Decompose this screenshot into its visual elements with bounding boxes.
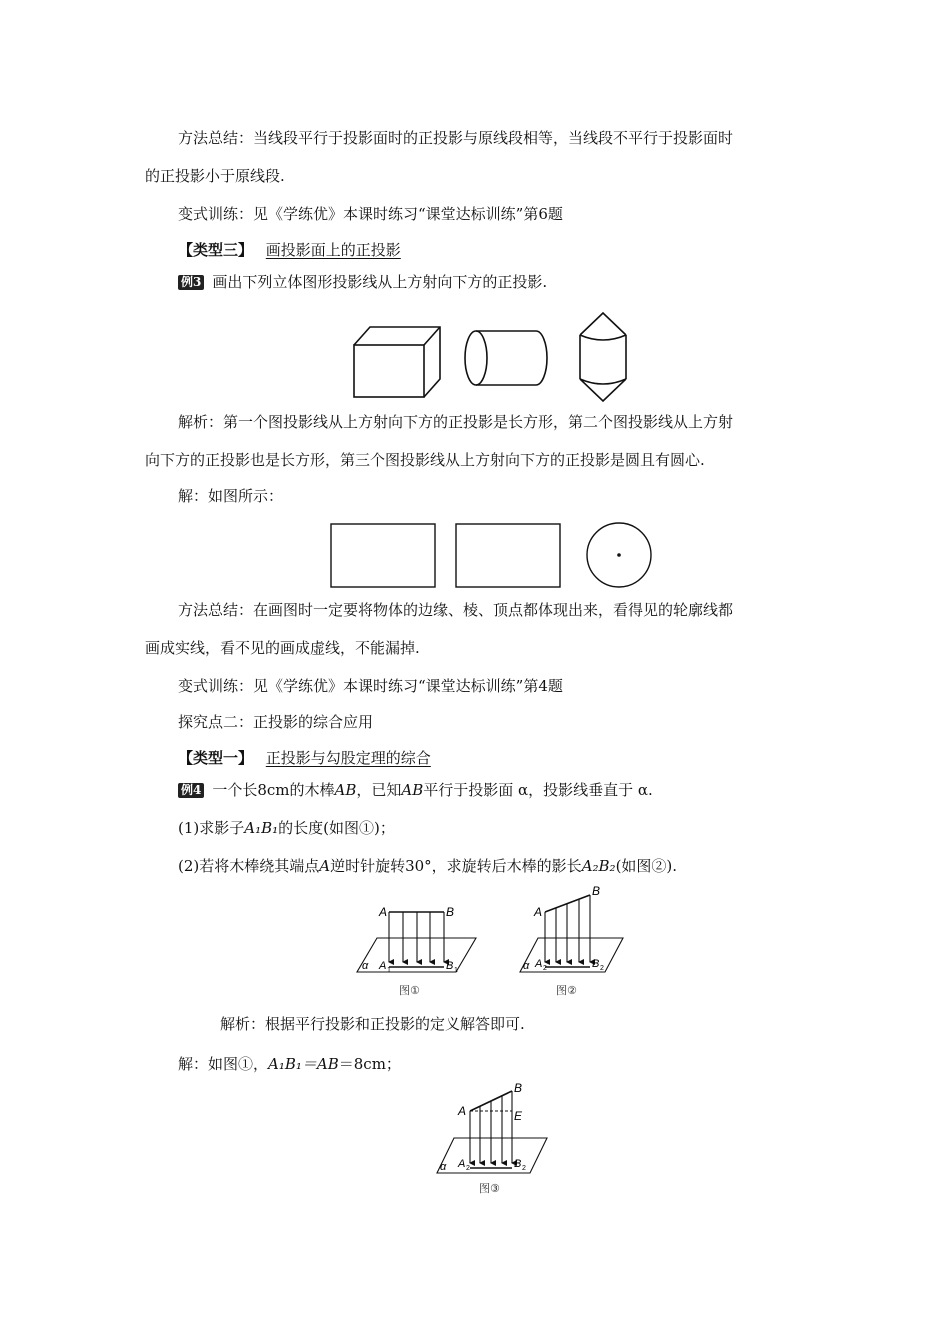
figure-3-caption: 图③ [479, 1182, 500, 1195]
example-3 [178, 272, 547, 292]
circle-center-dot [617, 553, 621, 557]
fig3-label-b2: B [514, 1158, 522, 1170]
solution-4-text-a: 解：如图①， [178, 1055, 269, 1073]
example-3-badge: 例3 [178, 275, 204, 290]
solid-figures-diagram [340, 305, 660, 410]
projection-figure-3 [430, 1080, 560, 1198]
method-summary-2b: 画成实线，看不见的画成虚线，不能漏掉. [145, 639, 420, 657]
cylinder-figure [465, 331, 547, 385]
solution-4 [178, 1054, 401, 1074]
example-4-var-ab-2: AB [401, 781, 424, 799]
fig3-label-b: B [514, 1081, 523, 1095]
fig2-label-b: B [592, 884, 601, 898]
question-2-text-c: (如图②). [615, 857, 678, 875]
method-summary-1a: 方法总结：当线段平行于投影面时的正投影与原线段相等，当线段不平行于投影面时 [178, 129, 734, 147]
double-cone-cylinder-figure [580, 313, 626, 401]
projection-answer-diagram [325, 518, 660, 593]
question-1 [178, 818, 395, 838]
fig1-sub-a1: 1 [387, 967, 391, 974]
fig3-label-a: A [458, 1104, 467, 1118]
fig2-sub-a2: 2 [543, 965, 547, 972]
question-1-text-b: 的长度(如图①)； [278, 819, 395, 837]
question-2 [178, 856, 677, 876]
fig1-label-a1: A [379, 960, 387, 972]
fig3-label-a2: A [458, 1158, 466, 1170]
fig3-sub-b2: 2 [522, 1165, 526, 1172]
example-4-text-b: ，已知 [356, 781, 402, 799]
example-4 [178, 780, 653, 800]
solution-3: 解：如图所示： [178, 487, 284, 505]
type-three-heading [178, 240, 401, 260]
fig1-label-a: A [379, 905, 388, 919]
explore-point-2: 探究点二：正投影的综合应用 [178, 713, 374, 731]
fig1-sub-b1: 1 [454, 967, 458, 974]
figure-1 [357, 912, 476, 972]
fig2-sub-b2: 2 [600, 965, 604, 972]
method-summary-1b: 的正投影小于原线段. [145, 167, 285, 185]
analysis-3a: 解析：第一个图投影线从上方射向下方的正投影是长方形，第二个图投影线从上方射 [178, 413, 734, 431]
variant-training-2: 变式训练：见《学练优》本课时练习“课堂达标训练”第4题 [178, 677, 563, 695]
question-2-var-a2b2: A₂B₂ [581, 857, 616, 875]
figure-1-caption: 图① [399, 984, 420, 997]
fig2-label-a2: A [535, 958, 543, 970]
fig2-label-alpha: α [523, 960, 530, 972]
question-2-var-a: A [319, 857, 331, 875]
question-2-text-a: (2)若将木棒绕其端点 [178, 857, 320, 875]
fig1-label-b: B [446, 905, 455, 919]
example-3-text: 画出下列立体图形投影线从上方射向下方的正投影. [212, 273, 548, 291]
solution-4-var: A₁B₁＝AB [268, 1055, 339, 1073]
type-one-label: 【类型一】 [178, 749, 254, 767]
figure-2-caption: 图② [556, 984, 577, 997]
method-summary-2a: 方法总结：在画图时一定要将物体的边缘、棱、顶点都体现出来，看得见的轮廓线都 [178, 601, 734, 619]
fig2-label-b2: B [592, 958, 600, 970]
cuboid-figure [354, 327, 440, 397]
variant-training-1: 变式训练：见《学练优》本课时练习“课堂达标训练”第6题 [178, 205, 563, 223]
example-4-text-a: 一个长8cm的木棒 [212, 781, 335, 799]
question-1-text-a: (1)求影子 [178, 819, 245, 837]
rectangle-projection-2 [456, 524, 560, 587]
fig2-label-a: A [534, 905, 543, 919]
fig3-label-alpha: α [440, 1161, 447, 1173]
analysis-4: 解析：根据平行投影和正投影的定义解答即可. [220, 1015, 525, 1033]
fig1-label-alpha: α [362, 960, 369, 972]
example-4-var-ab: AB [334, 781, 357, 799]
type-three-title: 画投影面上的正投影 [265, 241, 401, 259]
projection-figures-1-2 [355, 885, 645, 1000]
example-4-badge: 例4 [178, 783, 204, 798]
fig1-label-b1: B [446, 960, 454, 972]
analysis-3b: 向下方的正投影也是长方形，第三个图投影线从上方射向下方的正投影是圆且有圆心. [145, 451, 705, 469]
fig3-sub-a2: 2 [466, 1165, 470, 1172]
type-three-label: 【类型三】 [178, 241, 254, 259]
rectangle-projection-1 [331, 524, 435, 587]
type-one-title: 正投影与勾股定理的综合 [265, 749, 431, 767]
solution-4-text-b: ＝8cm； [338, 1055, 401, 1073]
example-4-text-c: 平行于投影面 α，投影线垂直于 α. [423, 781, 653, 799]
question-1-var: A₁B₁ [244, 819, 279, 837]
type-one-heading [178, 748, 431, 768]
fig3-label-e: E [514, 1109, 523, 1123]
question-2-text-b: 逆时针旋转30°，求旋转后木棒的影长 [330, 857, 582, 875]
